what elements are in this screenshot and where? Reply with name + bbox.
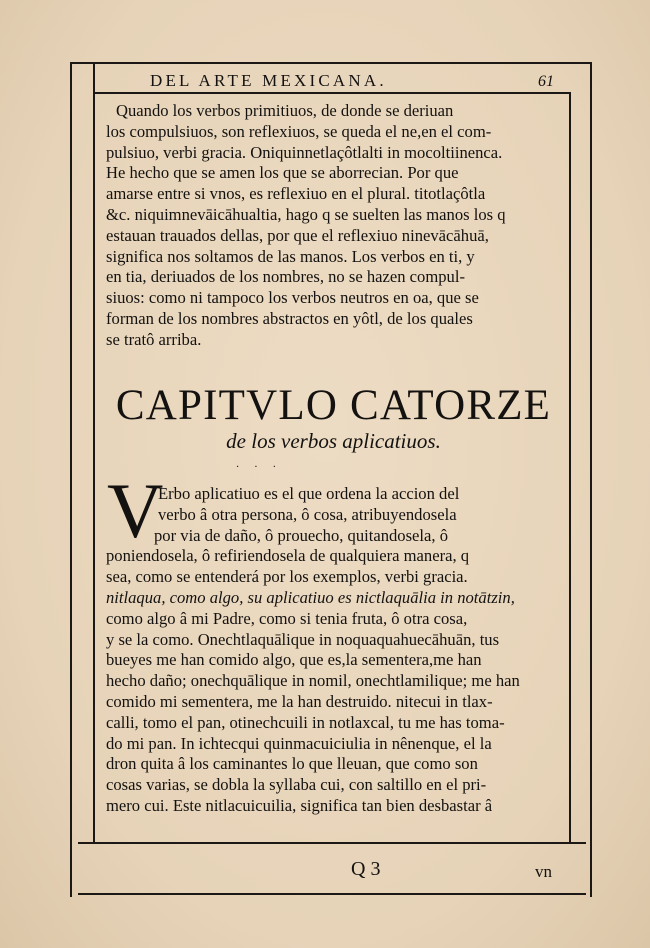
running-head: DEL ARTE MEXICANA. — [150, 71, 387, 90]
text-line: bueyes me han comido algo, que es,la sementera,me han — [106, 650, 482, 670]
text-line: do mi pan. In ichtecqui quinmacuiciulia in nênenque, el la — [106, 733, 492, 753]
frame-left-outer-rule — [70, 62, 72, 897]
page-number: 61 — [538, 73, 554, 90]
text-line: cosas varias, se dobla la syllaba cui, con saltillo en el pri- — [106, 775, 487, 795]
frame-footer-rule — [78, 893, 586, 895]
text-line: como algo â mi Padre, como si tenia fruta, ô otra cosa, — [106, 608, 468, 628]
text-line: en tia, deriuados de los nombres, no se hazen compul- — [106, 267, 465, 287]
header-rule — [93, 92, 571, 94]
text-line: Erbo aplicatiuo es el que ordena la accion del — [158, 484, 460, 503]
drop-cap: V — [107, 467, 164, 554]
signature-word: vn — [535, 862, 552, 881]
text-line: verbo â otra persona, ô cosa, atribuyendosela — [158, 504, 457, 524]
text-line: dron quita â los caminantes lo que lleuan, que como son — [106, 754, 478, 774]
text-line: y se la como. Onechtlaquālique in noquaquahuecāhuān, tus — [106, 629, 500, 649]
text-line: pulsiuo, verbi gracia. Oniquinnetlaçôtlalti in mocoltiinenca. — [106, 142, 503, 162]
text-line: comido mi sementera, me la han destruido. nitecui in tlax- — [106, 691, 493, 711]
text-line: Quando los verbos primitiuos, de donde se deriuan — [116, 101, 454, 120]
text-line: estauan trauados dellas, por que el reflexiuo ninevācāhuā, — [106, 225, 489, 245]
paragraph-applicative-verbs — [106, 484, 561, 817]
frame-top-rule — [70, 62, 592, 64]
chapter-subtitle: de los verbos aplicatiuos. — [226, 429, 441, 453]
text-line: hecho daño; onechquālique in nomil, onechtlamilique; me han — [106, 671, 520, 691]
text-line: forman de los nombres abstractos en yôtl, de los quales — [106, 308, 473, 328]
chapter-title: CAPITVLO CATORZE — [115, 382, 552, 429]
catchword: Q 3 — [351, 858, 381, 880]
frame-right-outer-rule — [590, 62, 592, 897]
text-line: significa nos soltamos de las manos. Los verbos en ti, y — [106, 246, 475, 266]
frame-left-inner-rule — [93, 62, 95, 844]
text-line: siuos: como ni tampoco los verbos neutros en oa, que se — [106, 288, 479, 308]
text-line: calli, tomo el pan, otinechcuili in notlaxcal, tu me has toma- — [106, 712, 505, 732]
text-line: He hecho que se amen los que se aborrecian. Por que — [106, 163, 459, 183]
text-line: sea, como se entenderá por los exemplos, verbi gracia. — [106, 567, 468, 587]
text-line: mero cui. Este nitlacuicuilia, significa tan bien desbastar â — [106, 795, 493, 815]
ornament-dots: · · · — [236, 462, 282, 473]
text-line: por via de daño, ô prouecho, quitandosela, ô — [154, 525, 448, 545]
text-line: los compulsiuos, son reflexiuos, se queda el ne,en el com- — [106, 121, 492, 141]
text-line: poniendosela, ô refiriendosela de qualquiera manera, q — [106, 546, 470, 566]
text-line: se tratô arriba. — [106, 329, 202, 349]
text-line: amarse entre si vnos, es reflexiuo en el plural. titotlaçôtla — [106, 184, 486, 204]
text-line: &c. niquimnevāicāhualtia, hago q se suelten las manos los q — [106, 204, 506, 224]
paragraph-compulsive-verbs — [106, 101, 561, 351]
frame-right-inner-rule — [569, 92, 571, 844]
text-line: nitlaqua, como algo, su aplicatiuo es nictlaquālia in notātzin, — [106, 587, 515, 607]
frame-bottom-rule — [78, 842, 586, 844]
